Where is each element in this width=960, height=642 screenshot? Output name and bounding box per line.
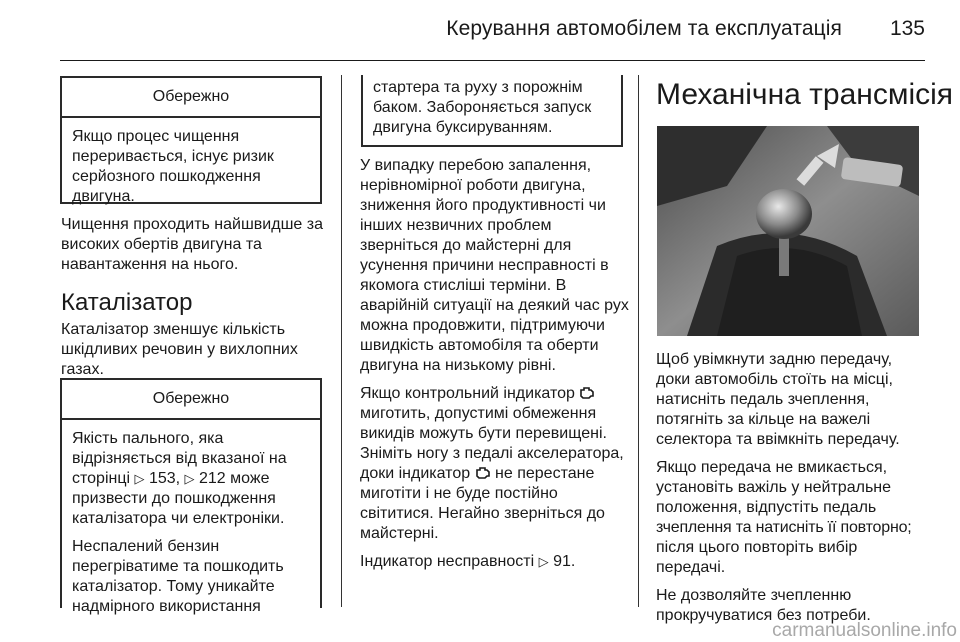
- text-line: потягніть за кільце на важелі: [656, 411, 871, 428]
- section-heading-manual-transmission: Механічна трансмісія: [656, 78, 954, 111]
- text-line: Якість пального, яка: [72, 430, 224, 447]
- text-line: призвести до пошкодження: [72, 490, 276, 507]
- text-line: можна продовжити, підтримуючи: [360, 317, 605, 334]
- text-line: Не дозволяйте зчепленню: [656, 587, 852, 604]
- page-ref-153[interactable]: 153: [148, 470, 176, 487]
- text-fragment: ,: [175, 470, 185, 487]
- text-line: селектора та ввімкніть передачу.: [656, 431, 900, 448]
- text-fragment: Якщо контрольний індикатор: [360, 385, 580, 402]
- text-line: установіть важіль у нейтральне: [656, 479, 892, 496]
- text-line: стартера та руху з порожнім: [373, 79, 583, 96]
- text-line: Щоб увімкнути задню передачу,: [656, 351, 893, 368]
- text-line: У випадку перебою запалення,: [360, 157, 592, 174]
- text-line: миготіти і не буде постійно: [360, 485, 558, 502]
- caution-body: [62, 420, 320, 617]
- engine-warning-icon: [579, 386, 595, 400]
- indicator-line: [360, 464, 635, 484]
- text-line: майстерні.: [360, 525, 439, 542]
- text-fragment: Індикатор несправності: [360, 553, 539, 570]
- text-line: перегріватиме та пошкодить: [72, 558, 284, 575]
- text-line: серйозного пошкодження: [72, 168, 261, 185]
- text-line: після цього повторіть вибір: [656, 539, 858, 556]
- caution-body: [62, 118, 320, 207]
- reverse-gear-paragraph: [656, 350, 946, 626]
- text-line: положення, відпустіть педаль: [656, 499, 877, 516]
- text-line: світитися. Негайно зверніться до: [360, 505, 605, 522]
- text-line: Каталізатор зменшує кількість: [61, 321, 286, 338]
- caution-title: Обережно: [62, 380, 320, 420]
- text-line: Неспалений бензин: [72, 538, 220, 555]
- page-number: 135: [889, 17, 925, 40]
- cleaning-paragraph: [61, 215, 336, 275]
- text-line: усунення причини несправності в: [360, 257, 609, 274]
- text-line: передачі.: [656, 559, 726, 576]
- text-line: газах.: [61, 361, 104, 378]
- text-line: Якщо передача не вмикається,: [656, 459, 888, 476]
- gear-lever-illustration: [657, 126, 919, 336]
- text-line: переривається, існує ризик: [72, 148, 274, 165]
- text-line: надмірного використання: [72, 598, 261, 615]
- page-header: [60, 0, 925, 62]
- caution-box-continued: [361, 75, 623, 147]
- text-line: двигуна.: [72, 188, 135, 205]
- text-line: баком. Забороняється запуск: [373, 99, 592, 116]
- reference-arrow-icon: ▷: [134, 471, 145, 486]
- text-line: шкідливих речовин у вихлопних: [61, 341, 298, 358]
- text-line: двигуна буксируванням.: [373, 119, 553, 136]
- column-divider-2: [638, 75, 639, 607]
- reference-arrow-icon: ▷: [184, 471, 195, 486]
- text-line: миготить, допустимі обмеження: [360, 405, 597, 422]
- engine-warning-icon: [475, 466, 491, 480]
- text-line: аварійній ситуації на деякий час рух: [360, 297, 629, 314]
- reference-arrow-icon: ▷: [538, 554, 549, 569]
- text-line: Зніміть ногу з педалі акселератора,: [360, 445, 624, 462]
- text-line: викидів можуть бути перевищені.: [360, 425, 607, 442]
- watermark: carmanualsonline.info: [772, 620, 957, 641]
- text-line: інших незвичних проблем: [360, 217, 552, 234]
- text-fragment: доки індикатор: [360, 465, 475, 482]
- misfire-paragraph: [360, 156, 635, 572]
- text-line: доки автомобіль стоїть на місці,: [656, 371, 893, 388]
- text-line: Якщо процес чищення: [72, 128, 240, 145]
- text-line: швидкість автомобіля та оберти: [360, 337, 599, 354]
- text-line: навантаження на нього.: [61, 256, 239, 273]
- page-reference-line: [72, 469, 313, 489]
- text-line: прокручуватися без потреби.: [656, 607, 871, 624]
- text-line: відрізняється від вказаної на: [72, 450, 287, 467]
- header-rule: [60, 60, 925, 61]
- text-line: каталізатора чи електроніки.: [72, 510, 285, 527]
- text-fragment: .: [570, 553, 576, 570]
- caution-body: [363, 75, 621, 138]
- header-title: Керування автомобілем та експлуатація: [446, 17, 842, 40]
- text-line: натисніть педаль зчеплення,: [656, 391, 870, 408]
- text-line: високих обертів двигуна та: [61, 236, 262, 253]
- text-line: нерівномірної роботи двигуна,: [360, 177, 586, 194]
- text-line: зчеплення та натисніть її повторно;: [656, 519, 912, 536]
- gear-lever-photo: [657, 126, 919, 336]
- malfunction-indicator-ref: [360, 552, 635, 572]
- indicator-line: [360, 384, 635, 404]
- text-fragment: може: [225, 470, 270, 487]
- section-heading-catalyst: Каталізатор: [61, 289, 193, 316]
- text-fragment: сторінці: [72, 470, 135, 487]
- text-line: зниження його продуктивності чи: [360, 197, 606, 214]
- caution-box-2: [60, 378, 322, 615]
- column-divider-1: [341, 75, 342, 607]
- text-line: зверніться до майстерні для: [360, 237, 572, 254]
- text-fragment: не перестане: [490, 465, 595, 482]
- text-line: якомога стисліші терміни. В: [360, 277, 567, 294]
- text-line: двигуна на низькому рівні.: [360, 357, 556, 374]
- caution-box-1: [60, 76, 322, 204]
- page-ref-91[interactable]: 91: [553, 553, 571, 570]
- caution-title: Обережно: [62, 78, 320, 118]
- catalyst-paragraph: [61, 320, 336, 380]
- text-line: Чищення проходить найшвидше за: [61, 216, 323, 233]
- text-line: каталізатор. Тому уникайте: [72, 578, 275, 595]
- page-ref-212[interactable]: 212: [199, 470, 226, 487]
